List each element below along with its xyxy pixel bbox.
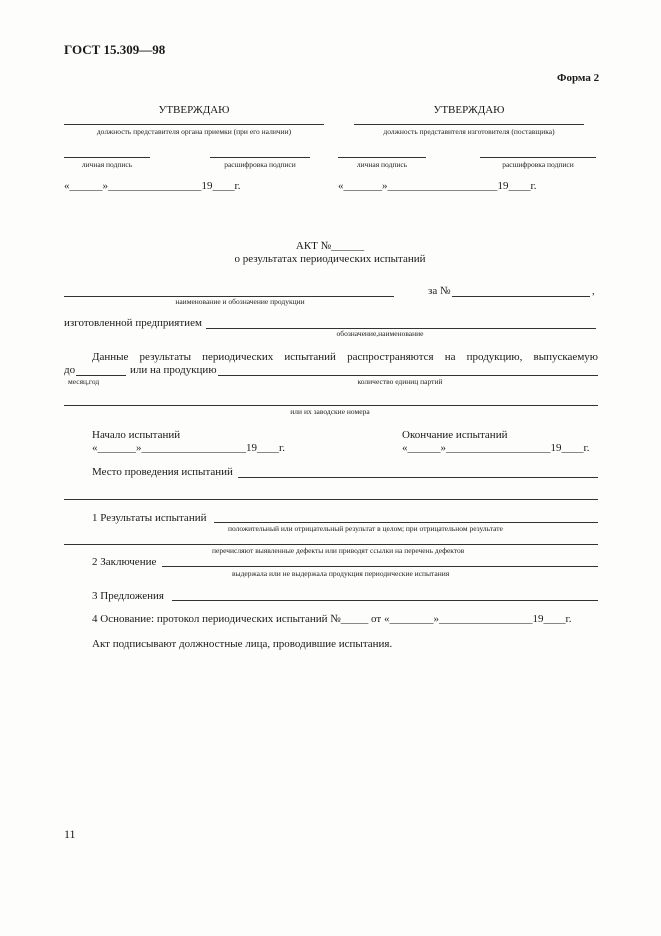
item2-label: 2 Заключение bbox=[92, 556, 157, 568]
item1-line-2 bbox=[64, 544, 598, 545]
decode-line-left bbox=[210, 157, 310, 158]
month-year-caption: месяц,год bbox=[68, 377, 100, 386]
item1-caption-2: перечисляют выявленные дефекты или приводят ссылки на перечень дефектов bbox=[212, 546, 465, 555]
product-caption: наименование и обозначение продукции bbox=[175, 297, 305, 306]
za-no-comma: , bbox=[592, 285, 595, 297]
approve-title-right: УТВЕРЖДАЮ bbox=[433, 104, 505, 116]
place-line-2 bbox=[64, 499, 598, 500]
or-product-line bbox=[218, 375, 598, 376]
approve-date-right: «_______»____________________19____г. bbox=[338, 180, 537, 192]
signature-caption-right: личная подпись bbox=[356, 160, 408, 169]
item1-caption: положительный или отрицательный результат в целом; при отрицательном результате bbox=[228, 524, 503, 533]
serial-line bbox=[64, 405, 598, 406]
approve-date-left: «______»_________________19____г. bbox=[64, 180, 241, 192]
signature-line-left bbox=[64, 157, 150, 158]
item3-line bbox=[172, 600, 598, 601]
data-paragraph: Данные результаты периодических испытаний распространяются на продукцию, выпускаемую bbox=[92, 351, 598, 363]
batches-caption: количество единиц партий bbox=[357, 377, 443, 386]
act-subtitle: о результатах периодических испытаний bbox=[234, 253, 426, 265]
or-product-label: или на продукцию bbox=[130, 364, 217, 376]
item2-caption: выдержала или не выдержала продукция периодические испытания bbox=[232, 569, 450, 578]
position-caption-right: должность представителя изготовителя (поставщика) bbox=[383, 127, 555, 136]
signature-line-right bbox=[338, 157, 426, 158]
manufactured-label: изготовленной предприятием bbox=[64, 317, 202, 329]
closing-text: Акт подписывают должностные лица, проводившие испытания. bbox=[92, 638, 393, 650]
act-title: АКТ №______ bbox=[295, 240, 365, 252]
decode-line-right bbox=[480, 157, 596, 158]
end-label: Окончание испытаний bbox=[402, 429, 508, 441]
item1-label: 1 Результаты испытаний bbox=[92, 512, 207, 524]
page-number: 11 bbox=[64, 827, 76, 841]
position-line-left bbox=[64, 124, 324, 125]
do-line bbox=[76, 375, 126, 376]
start-label: Начало испытаний bbox=[92, 429, 181, 441]
item3-label: 3 Предложения bbox=[92, 590, 164, 602]
position-caption-left: должность представителя органа приемки (при его наличии) bbox=[96, 127, 292, 136]
item2-line bbox=[162, 566, 598, 567]
position-line-right bbox=[354, 124, 584, 125]
standard-number: ГОСТ 15.309—98 bbox=[64, 42, 166, 57]
signature-caption-left: личная подпись bbox=[81, 160, 133, 169]
za-no-label: за № bbox=[428, 285, 451, 297]
za-no-line bbox=[452, 296, 590, 297]
place-line bbox=[238, 477, 598, 478]
serial-caption: или их заводские номера bbox=[290, 407, 370, 416]
decode-caption-right: расшифровка подписи bbox=[502, 160, 574, 169]
do-label: до bbox=[64, 364, 76, 376]
end-date: «______»___________________19____г. bbox=[402, 442, 590, 454]
place-label: Место проведения испытаний bbox=[92, 466, 233, 478]
approve-title-left: УТВЕРЖДАЮ bbox=[158, 104, 230, 116]
decode-caption-left: расшифровка подписи bbox=[224, 160, 296, 169]
form-label: Форма 2 bbox=[557, 72, 600, 84]
item4-text: 4 Основание: протокол периодических испытаний №_____ от «________»_________________19____г. bbox=[92, 613, 572, 625]
item1-line bbox=[214, 522, 598, 523]
designation-caption: обозначение,наименование bbox=[336, 329, 424, 338]
start-date: «_______»___________________19____г. bbox=[92, 442, 286, 454]
